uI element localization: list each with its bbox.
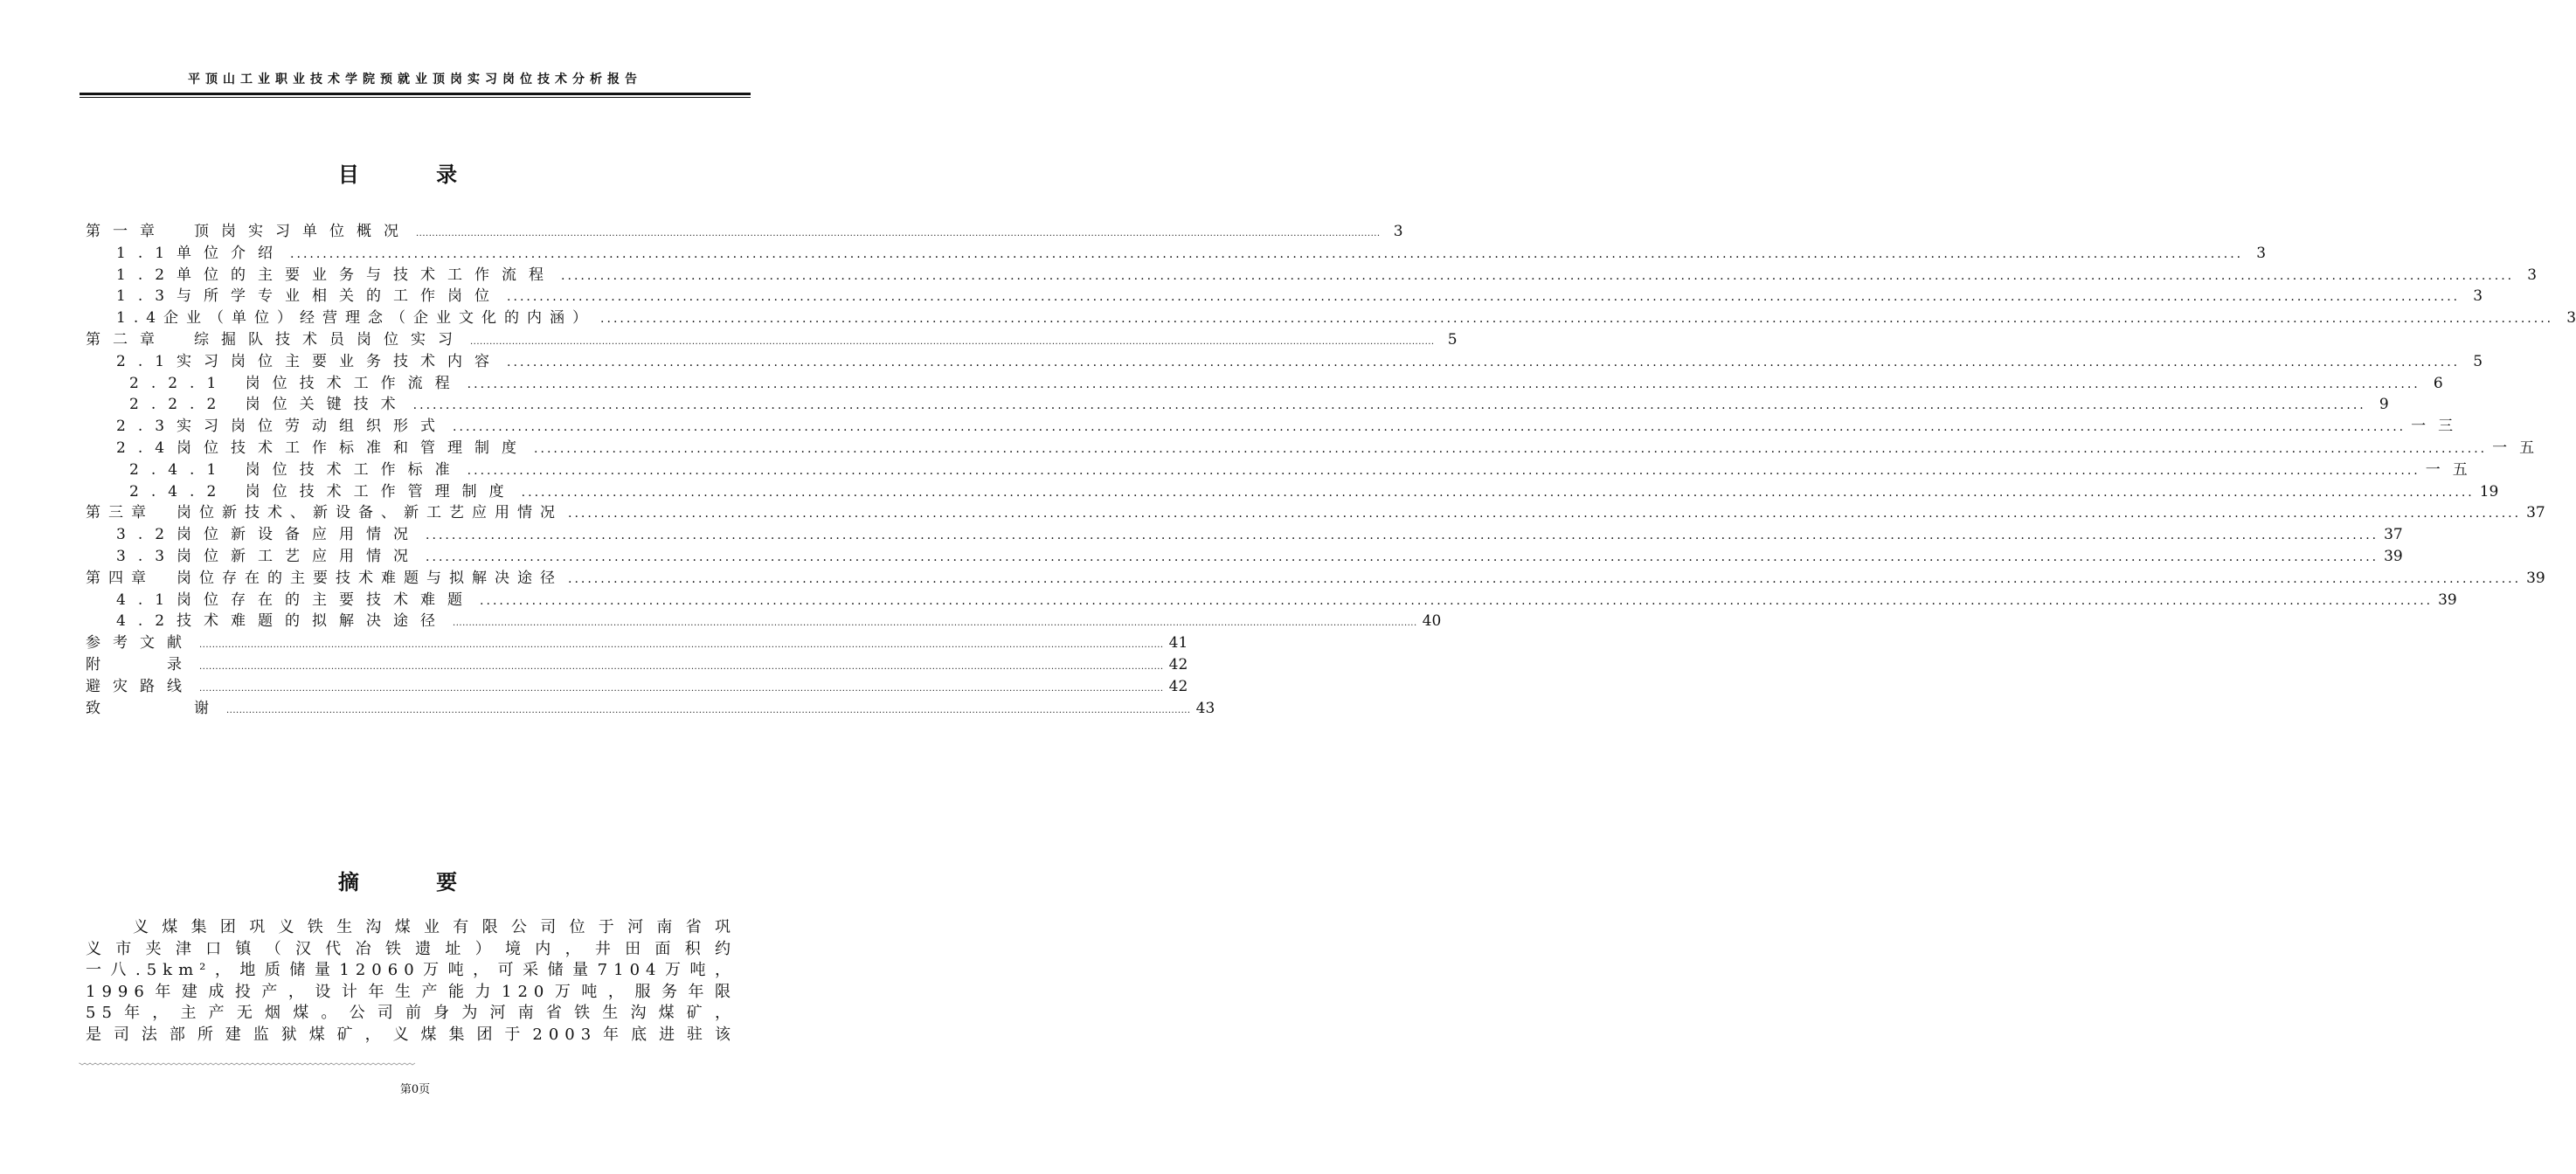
page-number: 第0页 <box>399 1083 431 1096</box>
toc-dot-leader: ............................................................................................................................................................................................................................................................................................................ <box>507 290 2461 305</box>
toc-entry-label: 3.2岗位新设备应用情况 <box>116 526 421 544</box>
toc-entry-label: 1.3与所学专业相关的工作岗位 <box>116 287 502 306</box>
toc-dot-leader: ............................................................................................................................................................................................................................................................................................................ <box>507 355 2461 369</box>
footer-wave-rule <box>80 1062 416 1066</box>
toc-dot-leader: ............................................................................................................................................................................................................................................................................................................ <box>600 312 2554 327</box>
toc-entry-label: 避灾路线 <box>86 677 194 695</box>
toc-entry[interactable] <box>86 479 2499 501</box>
toc-dot-leader: ............................................................................................................................................................................................................................................................................................................ <box>568 507 2522 521</box>
toc-title: 目 录 <box>337 162 493 187</box>
toc-entry-page: 一三 <box>2411 418 2466 436</box>
toc-dot-leader: ............................................................................................................................................................................................................................................................................................................ <box>467 463 2420 478</box>
toc-dot-leader: ............................................................................................................................................................................................................................................................................................................ <box>416 229 1381 238</box>
toc-entry[interactable] <box>86 457 2480 479</box>
toc-entry-label: 4.2技术难题的拟解决途径 <box>116 612 448 631</box>
abstract-line: 一八.5km²，地质储量12060万吨，可采储量7104万吨， <box>86 961 737 980</box>
toc-entry-label: 第三章 岗位新技术、新设备、新工艺应用情况 <box>86 504 563 522</box>
abstract-title: 摘 要 <box>337 870 493 894</box>
toc-entry[interactable] <box>86 565 2545 587</box>
toc-entry-label: 致 谢 <box>86 699 221 717</box>
toc-entry-label: 参考文献 <box>86 634 194 653</box>
abstract-line: 55年，主产无烟煤。公司前身为河南省铁生沟煤矿， <box>86 1004 737 1023</box>
toc-entry[interactable] <box>86 218 1403 240</box>
toc-dot-leader: ............................................................................................................................................................................................................................................................................................................ <box>453 420 2406 435</box>
toc-entry[interactable] <box>86 652 1188 673</box>
toc-entry-page: 3 <box>2566 309 2576 328</box>
toc-entry-page: 37 <box>2384 526 2403 544</box>
toc-dot-leader: ............................................................................................................................................................................................................................................................................................................ <box>290 246 2244 261</box>
toc-dot-leader: ............................................................................................................................................................................................................................................................................................................ <box>199 661 1164 672</box>
toc-entry-label: 2.1实习岗位主要业务技术内容 <box>116 352 502 370</box>
toc-entry-page: 40 <box>1422 612 1442 631</box>
toc-entry[interactable] <box>86 587 2457 609</box>
toc-entry[interactable] <box>86 630 1188 653</box>
toc-entry[interactable] <box>86 543 2403 565</box>
toc-entry-label: 3.3岗位新工艺应用情况 <box>116 547 421 565</box>
toc-entry[interactable] <box>86 413 2466 436</box>
toc-entry-label: 第一章 顶岗实习单位概况 <box>86 223 411 240</box>
toc-dot-leader: ............................................................................................................................................................................................................................................................................................................ <box>426 549 2379 564</box>
toc-dot-leader: ............................................................................................................................................................................................................................................................................................................ <box>534 441 2488 456</box>
toc-entry-page: 42 <box>1168 655 1188 673</box>
toc-entry[interactable] <box>86 435 2547 457</box>
toc-entry-page: 39 <box>2526 569 2545 587</box>
toc-entry[interactable] <box>86 327 1458 349</box>
toc-entry-label: 1.4企业（单位）经营理念（企业文化的内涵） <box>116 309 596 328</box>
toc-entry-label: 1.2单位的主要业务与技术工作流程 <box>116 266 557 284</box>
toc-entry-label: 2.3实习岗位劳动组织形式 <box>116 418 448 436</box>
toc-entry-page: 41 <box>1168 634 1188 653</box>
toc-entry[interactable] <box>86 305 2576 328</box>
toc-entry-label: 2.4岗位技术工作标准和管理制度 <box>116 439 530 457</box>
abstract-line: 是司法部所建监狱煤矿，义煤集团于2003年底进驻该 <box>86 1025 737 1044</box>
toc-dot-leader: ............................................................................................................................................................................................................................................................................................................ <box>199 683 1164 694</box>
toc-dot-leader: ............................................................................................................................................................................................................................................................................................................ <box>467 376 2420 391</box>
toc-dot-leader: ............................................................................................................................................................................................................................................................................................................ <box>568 571 2522 586</box>
toc-entry[interactable] <box>86 240 2267 262</box>
toc-dot-leader: ............................................................................................................................................................................................................................................................................................................ <box>412 398 2366 413</box>
toc-dot-leader: ............................................................................................................................................................................................................................................................................................................ <box>470 336 1435 347</box>
toc-entry[interactable] <box>86 349 2483 370</box>
toc-dot-leader: ............................................................................................................................................................................................................................................................................................................ <box>199 640 1164 651</box>
toc-entry-page: 3 <box>2527 266 2538 284</box>
toc-entry[interactable] <box>86 283 2483 306</box>
toc-dot-leader: ............................................................................................................................................................................................................................................................................................................ <box>561 268 2515 283</box>
toc-entry-page: 6 <box>2433 374 2443 392</box>
toc-entry-page: 39 <box>2384 547 2403 565</box>
toc-entry-label: 附 录 <box>86 655 194 673</box>
toc-entry[interactable] <box>86 391 2389 414</box>
toc-entry-page: 9 <box>2379 396 2389 414</box>
toc-entry-page: 一五 <box>2492 439 2547 457</box>
toc-entry-page: 3 <box>2473 287 2483 306</box>
toc-entry-page: 5 <box>2473 352 2483 370</box>
toc-entry-label: 第二章 综掘队技术员岗位实习 <box>86 330 465 349</box>
toc-entry-page: 43 <box>1195 699 1215 717</box>
toc-entry-page: 37 <box>2526 504 2545 522</box>
toc-entry-page: 5 <box>1447 330 1458 349</box>
header-rule-thin <box>80 97 751 98</box>
toc-dot-leader: ............................................................................................................................................................................................................................................................................................................ <box>521 485 2475 500</box>
toc-entry-label: 2.2.1 岗位技术工作流程 <box>129 374 462 392</box>
toc-entry-label: 2.4.1 岗位技术工作标准 <box>129 460 462 479</box>
table-of-contents <box>86 218 2576 717</box>
toc-entry-page: 39 <box>2438 590 2457 609</box>
toc-dot-leader: ............................................................................................................................................................................................................................................................................................................ <box>480 593 2434 608</box>
running-header: 平顶山工业职业技术学院预就业顶岗实习岗位技术分析报告 <box>188 73 642 86</box>
toc-entry[interactable] <box>86 608 1442 631</box>
header-rule-thick <box>80 93 751 95</box>
toc-entry-page: 3 <box>1393 223 1403 240</box>
toc-entry-label: 2.2.2 岗位关键技术 <box>129 396 408 414</box>
toc-entry-label: 2.4.2 岗位技术工作管理制度 <box>129 482 516 501</box>
toc-entry[interactable] <box>86 500 2545 522</box>
toc-entry[interactable] <box>86 695 1215 717</box>
toc-dot-leader: ............................................................................................................................................................................................................................................................................................................ <box>453 618 1417 629</box>
toc-entry-label: 4.1岗位存在的主要技术难题 <box>116 590 475 609</box>
toc-dot-leader: ............................................................................................................................................................................................................................................................................................................ <box>426 528 2379 543</box>
toc-entry[interactable] <box>86 262 2538 284</box>
abstract-line: 义煤集团巩义铁生沟煤业有限公司位于河南省巩 <box>133 918 737 936</box>
abstract-body <box>86 917 737 1046</box>
toc-entry-label: 第四章 岗位存在的主要技术难题与拟解决途径 <box>86 569 563 587</box>
toc-entry[interactable] <box>86 370 2443 392</box>
toc-entry-page: 42 <box>1168 677 1188 695</box>
toc-entry-page: 19 <box>2479 482 2499 501</box>
abstract-line: 1996年建成投产，设计年生产能力120万吨，服务年限 <box>86 982 737 1001</box>
toc-entry[interactable] <box>86 521 2403 544</box>
toc-entry-label: 1.1单位介绍 <box>116 244 286 262</box>
toc-entry-page: 3 <box>2256 244 2267 262</box>
toc-entry-page: 一五 <box>2425 460 2480 479</box>
toc-dot-leader: ............................................................................................................................................................................................................................................................................................................ <box>226 705 1191 715</box>
toc-entry[interactable] <box>86 673 1188 695</box>
abstract-line: 义市夹津口镇（汉代冶铁遗址）境内，井田面积约 <box>86 939 737 958</box>
